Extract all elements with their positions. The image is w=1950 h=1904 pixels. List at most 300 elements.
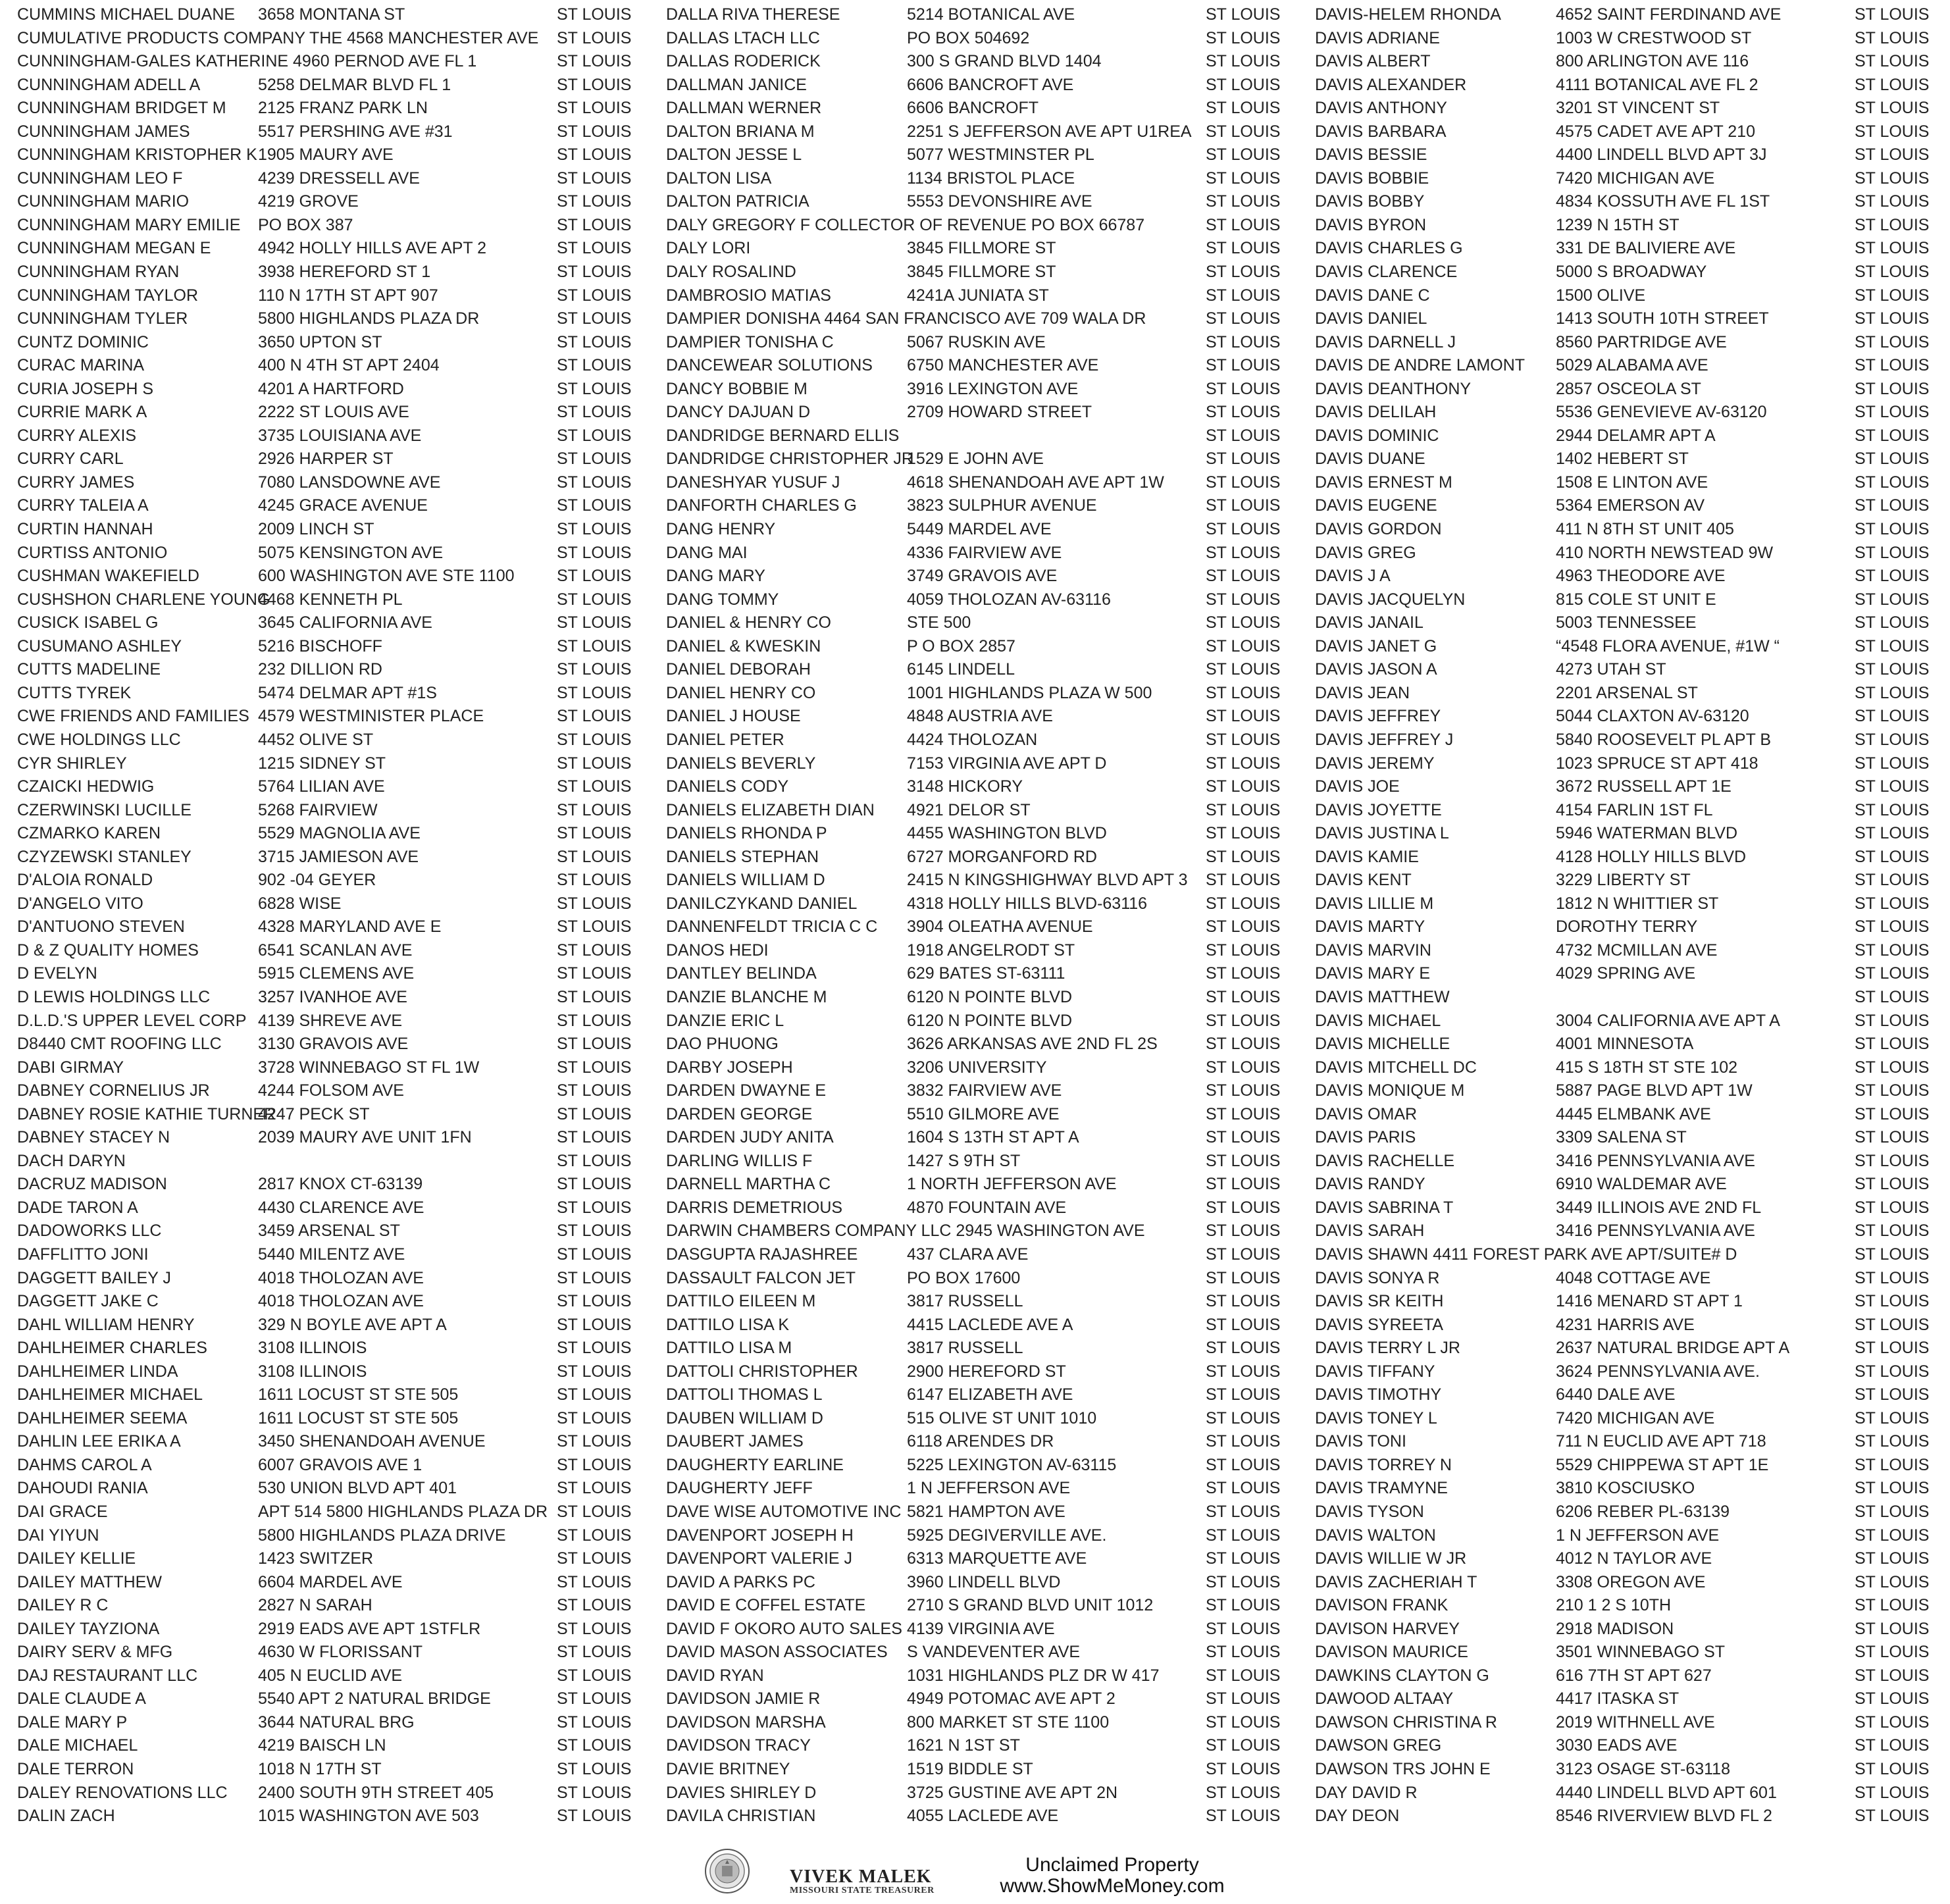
owner-city: ST LOUIS <box>1206 28 1281 47</box>
owner-address: 5044 CLAXTON AV-63120 <box>1556 707 1749 726</box>
owner-address: 3416 PENNSYLVANIA AVE <box>1556 1222 1755 1241</box>
owner-city: ST LOUIS <box>1855 450 1930 469</box>
owner-name: DAVIS LILLIE M <box>1315 894 1434 913</box>
owner-name: DALEY RENOVATIONS LLC <box>17 1783 228 1802</box>
owner-name: DALTON BRIANA M <box>666 122 815 141</box>
owner-city: ST LOUIS <box>1206 847 1281 866</box>
owner-name: DANIELS BEVERLY <box>666 754 816 773</box>
owner-city: ST LOUIS <box>557 894 632 913</box>
owner-name: DANIEL & HENRY CO <box>666 613 832 632</box>
owner-city: ST LOUIS <box>1855 777 1930 796</box>
owner-name: D.L.D.'S UPPER LEVEL CORP <box>17 1011 247 1030</box>
owner-address: 530 UNION BLVD APT 401 <box>258 1479 457 1498</box>
owner-address: 2637 NATURAL BRIDGE APT A <box>1556 1339 1790 1358</box>
owner-city: ST LOUIS <box>1206 1362 1281 1381</box>
owner-name: DAVIS BOBBY <box>1315 192 1425 211</box>
owner-name: DANIELS RHONDA P <box>666 824 827 843</box>
owner-city: ST LOUIS <box>1855 309 1930 328</box>
owner-name: CWE FRIENDS AND FAMILIES <box>17 707 249 726</box>
owner-address: 5214 BOTANICAL AVE <box>907 5 1075 24</box>
owner-name: DAVIS ALBERT <box>1315 52 1431 71</box>
owner-city: ST LOUIS <box>557 1292 632 1311</box>
owner-address: 1423 SWITZER <box>258 1549 374 1568</box>
owner-address: 3845 FILLMORE ST <box>907 239 1056 258</box>
owner-address: 6120 N POINTE BLVD <box>907 987 1073 1006</box>
owner-city: ST LOUIS <box>1206 1175 1281 1194</box>
owner-address: 4318 HOLLY HILLS BLVD-63116 <box>907 894 1148 913</box>
owner-name: DAVID MASON ASSOCIATES <box>666 1643 888 1662</box>
owner-name: DAVIE BRITNEY <box>666 1760 790 1779</box>
owner-address: 4949 POTOMAC AVE APT 2 <box>907 1689 1116 1709</box>
owner-address: 1427 S 9TH ST <box>907 1151 1021 1170</box>
owner-city: ST LOUIS <box>557 239 632 258</box>
owner-city: ST LOUIS <box>1855 520 1930 539</box>
owner-city: ST LOUIS <box>557 1151 632 1170</box>
owner-address: 6145 LINDELL <box>907 660 1015 679</box>
owner-name: DAVIS JOYETTE <box>1315 800 1442 819</box>
owner-name: D EVELYN <box>17 964 97 983</box>
owner-city: ST LOUIS <box>557 1362 632 1381</box>
owner-city: ST LOUIS <box>557 824 632 843</box>
owner-city: ST LOUIS <box>1206 99 1281 118</box>
owner-city: ST LOUIS <box>1206 1712 1281 1732</box>
owner-address: 3823 SULPHUR AVENUE <box>907 496 1097 515</box>
owner-name: DAVIS MARY E <box>1315 964 1431 983</box>
owner-address: 1031 HIGHLANDS PLZ DR W 417 <box>907 1666 1160 1685</box>
owner-name: DAVISON HARVEY <box>1315 1619 1460 1638</box>
owner-name: DAVIS DUANE <box>1315 450 1425 469</box>
owner-address: 1 N JEFFERSON AVE <box>907 1479 1071 1498</box>
owner-name: DAVIS ERNEST M <box>1315 473 1452 492</box>
owner-city: ST LOUIS <box>1855 1408 1930 1428</box>
owner-city: ST LOUIS <box>1206 1596 1281 1615</box>
owner-name: DAVIS MONIQUE M <box>1315 1081 1465 1100</box>
owner-name: DARRIS DEMETRIOUS <box>666 1198 843 1217</box>
owner-city: ST LOUIS <box>1855 590 1930 609</box>
owner-name: DALLAS RODERICK <box>666 52 821 71</box>
owner-city: ST LOUIS <box>557 1198 632 1217</box>
owner-city: ST LOUIS <box>1206 1572 1281 1591</box>
owner-city: ST LOUIS <box>1855 192 1930 211</box>
owner-city: ST LOUIS <box>557 1572 632 1591</box>
owner-address: 1 N JEFFERSON AVE <box>1556 1526 1720 1545</box>
owner-name: CURRIE MARK A <box>17 403 147 422</box>
owner-name: DABNEY ROSIE KATHIE TURNER <box>17 1104 276 1123</box>
owner-city: ST LOUIS <box>557 1175 632 1194</box>
owner-city: ST LOUIS <box>557 1408 632 1428</box>
owner-address: 3308 OREGON AVE <box>1556 1572 1706 1591</box>
owner-address: 5268 FAIRVIEW <box>258 800 378 819</box>
owner-name: CUNNINGHAM TYLER <box>17 309 188 328</box>
owner-city: ST LOUIS <box>1206 1292 1281 1311</box>
owner-address: 210 1 2 S 10TH <box>1556 1596 1672 1615</box>
owner-city: ST LOUIS <box>557 99 632 118</box>
owner-name: D LEWIS HOLDINGS LLC <box>17 987 211 1006</box>
owner-city: ST LOUIS <box>557 1503 632 1521</box>
owner-name: DATTILO LISA M <box>666 1339 792 1358</box>
owner-name: DAVIS PARIS <box>1315 1128 1416 1147</box>
owner-name: DAVIS DANE C <box>1315 286 1430 305</box>
owner-name: DAGGETT JAKE C <box>17 1292 159 1311</box>
owner-city: ST LOUIS <box>557 1666 632 1685</box>
owner-name: CWE HOLDINGS LLC <box>17 730 181 749</box>
owner-address: 3725 GUSTINE AVE APT 2N <box>907 1783 1118 1802</box>
owner-city: ST LOUIS <box>1206 1081 1281 1100</box>
owner-name: DAWSON TRS JOHN E <box>1315 1760 1491 1779</box>
owner-name: DAVIS JEREMY <box>1315 754 1435 773</box>
owner-name: DANG HENRY <box>666 520 776 539</box>
owner-name: DAILEY TAYZIONA <box>17 1619 160 1638</box>
owner-city: ST LOUIS <box>557 800 632 819</box>
owner-address: 902 -04 GEYER <box>258 871 376 890</box>
owner-city: ST LOUIS <box>1206 1432 1281 1451</box>
owner-address: 4055 LACLEDE AVE <box>907 1807 1059 1826</box>
owner-address: 3650 UPTON ST <box>258 332 382 351</box>
owner-city: ST LOUIS <box>557 1035 632 1054</box>
owner-name: DABI GIRMAY <box>17 1058 124 1077</box>
owner-address: 4652 SAINT FERDINAND AVE <box>1556 5 1782 24</box>
tagline: Unclaimed Property <box>1025 1854 1199 1876</box>
owner-city: ST LOUIS <box>1206 145 1281 165</box>
owner-address: 6118 ARENDES DR <box>907 1432 1054 1451</box>
owner-address: 5529 CHIPPEWA ST APT 1E <box>1556 1455 1769 1474</box>
owner-name: DALE CLAUDE A <box>17 1689 146 1709</box>
owner-city: ST LOUIS <box>1855 122 1930 141</box>
owner-address: 5440 MILENTZ AVE <box>258 1245 405 1264</box>
owner-city: ST LOUIS <box>557 660 632 679</box>
owner-city: ST LOUIS <box>1206 1035 1281 1054</box>
owner-name: DALLMAN JANICE <box>666 75 807 94</box>
owner-city: ST LOUIS <box>557 263 632 282</box>
owner-name: DAVIS JANET G <box>1315 636 1437 656</box>
owner-name: DAHLHEIMER LINDA <box>17 1362 178 1381</box>
owner-name: CUTTS TYREK <box>17 683 132 702</box>
owner-address: 437 CLARA AVE <box>907 1245 1029 1264</box>
owner-name: DALTON LISA <box>666 168 772 188</box>
owner-name: DAHLIN LEE ERIKA A <box>17 1432 181 1451</box>
owner-city: ST LOUIS <box>1206 122 1281 141</box>
owner-name: DAMPIER TONISHA C <box>666 332 834 351</box>
owner-address: 3658 MONTANA ST <box>258 5 405 24</box>
owner-name: DATTOLI THOMAS L <box>666 1385 823 1404</box>
owner-city: ST LOUIS <box>1855 707 1930 726</box>
owner-name: DAVID A PARKS PC <box>666 1572 815 1591</box>
owner-name: DAVIS TIFFANY <box>1315 1362 1435 1381</box>
owner-address: 2900 HEREFORD ST <box>907 1362 1066 1381</box>
owner-name: DAILEY KELLIE <box>17 1549 136 1568</box>
owner-name: DAVIS MARTY <box>1315 917 1425 937</box>
owner-address: 5077 WESTMINSTER PL <box>907 145 1094 165</box>
owner-address: 2415 N KINGSHIGHWAY BLVD APT 3 <box>907 871 1188 890</box>
owner-city: ST LOUIS <box>557 52 632 71</box>
owner-address: 4245 GRACE AVENUE <box>258 496 428 515</box>
owner-address: 2039 MAURY AVE UNIT 1FN <box>258 1128 472 1147</box>
owner-city: ST LOUIS <box>1206 964 1281 983</box>
owner-name: DAVIS TONI <box>1315 1432 1406 1451</box>
owner-address: 2009 LINCH ST <box>258 520 374 539</box>
owner-city: ST LOUIS <box>557 567 632 586</box>
owner-city: ST LOUIS <box>1206 52 1281 71</box>
owner-name: DAVIS SARAH <box>1315 1222 1425 1241</box>
owner-address: 1604 S 13TH ST APT A <box>907 1128 1079 1147</box>
owner-address: 3459 ARSENAL ST <box>258 1222 400 1241</box>
owner-address: 4059 THOLOZAN AV-63116 <box>907 590 1111 609</box>
owner-name: DAVIS SABRINA T <box>1315 1198 1454 1217</box>
owner-name: DATTOLI CHRISTOPHER <box>666 1362 858 1381</box>
owner-city: ST LOUIS <box>1206 543 1281 562</box>
owner-name: DARLING WILLIS F <box>666 1151 813 1170</box>
owner-address: 5946 WATERMAN BLVD <box>1556 824 1738 843</box>
owner-address: 1215 SIDNEY ST <box>258 754 386 773</box>
owner-city: ST LOUIS <box>1855 1503 1930 1521</box>
owner-name: DAVIS RACHELLE <box>1315 1151 1455 1170</box>
owner-address: 4219 GROVE <box>258 192 359 211</box>
owner-name: DALLMAN WERNER <box>666 99 822 118</box>
owner-address: 1015 WASHINGTON AVE 503 <box>258 1807 479 1826</box>
owner-address: 1812 N WHITTIER ST <box>1556 894 1719 913</box>
owner-address: 5474 DELMAR APT #1S <box>258 683 437 702</box>
owner-name: DAVIS ANTHONY <box>1315 99 1447 118</box>
owner-name: DANG MARY <box>666 567 765 586</box>
owner-address: 1500 OLIVE <box>1556 286 1646 305</box>
owner-city: ST LOUIS <box>557 403 632 422</box>
owner-address: 3004 CALIFORNIA AVE APT A <box>1556 1011 1780 1030</box>
owner-name: CUNNINGHAM TAYLOR <box>17 286 199 305</box>
owner-name: DAVIS TORREY N <box>1315 1455 1452 1474</box>
owner-address: 4231 HARRIS AVE <box>1556 1315 1695 1334</box>
owner-address: 4139 VIRGINIA AVE <box>907 1619 1055 1638</box>
owner-name: DADOWORKS LLC <box>17 1222 162 1241</box>
owner-city: ST LOUIS <box>557 1712 632 1732</box>
owner-city: ST LOUIS <box>1855 1643 1930 1662</box>
owner-address: 6750 MANCHESTER AVE <box>907 356 1099 375</box>
owner-city: ST LOUIS <box>1855 1058 1930 1077</box>
owner-name: DAILEY R C <box>17 1596 109 1615</box>
owner-name: DAVIS TRAMYNE <box>1315 1479 1448 1498</box>
owner-name: DANZIE ERIC L <box>666 1011 784 1030</box>
owner-address: 4018 THOLOZAN AVE <box>258 1292 424 1311</box>
owner-city: ST LOUIS <box>1206 590 1281 609</box>
owner-name: DAVIS SR KEITH <box>1315 1292 1444 1311</box>
owner-name: CZAICKI HEDWIG <box>17 777 155 796</box>
owner-name: CUSUMANO ASHLEY <box>17 636 182 656</box>
owner-address: 3728 WINNEBAGO ST FL 1W <box>258 1058 480 1077</box>
owner-name: D8440 CMT ROOFING LLC <box>17 1035 222 1054</box>
owner-city: ST LOUIS <box>1855 1760 1930 1779</box>
owner-name: DAVIS JEFFREY <box>1315 707 1441 726</box>
owner-address: 329 N BOYLE AVE APT A <box>258 1315 447 1334</box>
owner-address: 4273 UTAH ST <box>1556 660 1666 679</box>
owner-city: ST LOUIS <box>1206 1503 1281 1521</box>
owner-city: ST LOUIS <box>1206 332 1281 351</box>
owner-name: CURTIN HANNAH <box>17 520 153 539</box>
owner-name: DAHOUDI RANIA <box>17 1479 148 1498</box>
owner-city: ST LOUIS <box>1206 1339 1281 1358</box>
owner-name: DADE TARON A <box>17 1198 138 1217</box>
owner-name: CUMULATIVE PRODUCTS COMPANY THE 4568 MANCHESTER AVE <box>17 28 539 47</box>
owner-city: ST LOUIS <box>1855 286 1930 305</box>
owner-city: ST LOUIS <box>1855 1455 1930 1474</box>
owner-city: ST LOUIS <box>557 754 632 773</box>
owner-name: DAFFLITTO JONI <box>17 1245 149 1264</box>
owner-address: 4111 BOTANICAL AVE FL 2 <box>1556 75 1758 94</box>
owner-city: ST LOUIS <box>557 1058 632 1077</box>
owner-address: STE 500 <box>907 613 971 632</box>
owner-address: 4154 FARLIN 1ST FL <box>1556 800 1713 819</box>
owner-city: ST LOUIS <box>1206 356 1281 375</box>
owner-city: ST LOUIS <box>557 917 632 937</box>
owner-city: ST LOUIS <box>1855 1292 1930 1311</box>
owner-city: ST LOUIS <box>557 122 632 141</box>
owner-address: 3817 RUSSELL <box>907 1339 1023 1358</box>
owner-name: CURRY CARL <box>17 450 124 469</box>
owner-address: 4468 KENNETH PL <box>258 590 403 609</box>
owner-name: DAVIES SHIRLEY D <box>666 1783 817 1802</box>
owner-address: 800 MARKET ST STE 1100 <box>907 1712 1110 1732</box>
owner-city: ST LOUIS <box>1855 263 1930 282</box>
owner-address: 629 BATES ST-63111 <box>907 964 1065 983</box>
owner-address: 2926 HARPER ST <box>258 450 394 469</box>
owner-name: DAVIS KENT <box>1315 871 1412 890</box>
owner-name: DAVIS DARNELL J <box>1315 332 1456 351</box>
owner-address: 4018 THOLOZAN AVE <box>258 1268 424 1287</box>
owner-city: ST LOUIS <box>1855 426 1930 445</box>
owner-address: 3735 LOUISIANA AVE <box>258 426 422 445</box>
owner-name: D'ALOIA RONALD <box>17 871 153 890</box>
owner-name: DARWIN CHAMBERS COMPANY LLC 2945 WASHINGTON AVE <box>666 1222 1145 1241</box>
owner-city: ST LOUIS <box>557 75 632 94</box>
owner-name: CUNNINGHAM-GALES KATHERINE 4960 PERNOD AVE FL 1 <box>17 52 477 71</box>
owner-city: ST LOUIS <box>1206 1783 1281 1802</box>
owner-city: ST LOUIS <box>1855 1666 1930 1685</box>
owner-city: ST LOUIS <box>1206 309 1281 328</box>
owner-name: DAVIDSON TRACY <box>666 1736 811 1755</box>
owner-city: ST LOUIS <box>1855 1385 1930 1404</box>
owner-address: 6440 DALE AVE <box>1556 1385 1676 1404</box>
owner-name: DAVIS BESSIE <box>1315 145 1427 165</box>
website-link[interactable]: www.ShowMeMoney.com <box>1000 1875 1225 1897</box>
owner-name: DAVIS JUSTINA L <box>1315 824 1449 843</box>
owner-city: ST LOUIS <box>1206 1736 1281 1755</box>
owner-city: ST LOUIS <box>557 987 632 1006</box>
owner-address: 3201 ST VINCENT ST <box>1556 99 1720 118</box>
owner-city: ST LOUIS <box>1855 1175 1930 1194</box>
owner-address: 5764 LILIAN AVE <box>258 777 385 796</box>
owner-name: DAHLHEIMER MICHAEL <box>17 1385 203 1404</box>
owner-city: ST LOUIS <box>1855 403 1930 422</box>
footer <box>0 1848 1950 1904</box>
owner-address: 3832 FAIRVIEW AVE <box>907 1081 1062 1100</box>
owner-name: DAVIS JANAIL <box>1315 613 1424 632</box>
owner-address: 2857 OSCEOLA ST <box>1556 379 1701 398</box>
owner-city: ST LOUIS <box>1206 1807 1281 1826</box>
owner-city: ST LOUIS <box>557 871 632 890</box>
owner-city: ST LOUIS <box>557 543 632 562</box>
owner-name: DAVIS CHARLES G <box>1315 239 1463 258</box>
owner-city: ST LOUIS <box>557 309 632 328</box>
owner-name: DATTILO EILEEN M <box>666 1292 816 1311</box>
owner-address: 6910 WALDEMAR AVE <box>1556 1175 1727 1194</box>
owner-address: 4400 LINDELL BLVD APT 3J <box>1556 145 1767 165</box>
owner-city: ST LOUIS <box>1206 1151 1281 1170</box>
owner-city: ST LOUIS <box>1855 1479 1930 1498</box>
owner-name: DANIEL PETER <box>666 730 784 749</box>
owner-city: ST LOUIS <box>1206 707 1281 726</box>
owner-name: DACRUZ MADISON <box>17 1175 167 1194</box>
owner-address: 4630 W FLORISSANT <box>258 1643 423 1662</box>
owner-name: DAVIS JEAN <box>1315 683 1410 702</box>
owner-city: ST LOUIS <box>1855 800 1930 819</box>
owner-address: 1239 N 15TH ST <box>1556 215 1680 234</box>
owner-city: ST LOUIS <box>1855 940 1930 960</box>
owner-address: 5449 MARDEL AVE <box>907 520 1052 539</box>
owner-name: CUNNINGHAM MEGAN E <box>17 239 211 258</box>
owner-city: ST LOUIS <box>1855 239 1930 258</box>
owner-city: ST LOUIS <box>1206 940 1281 960</box>
owner-city: ST LOUIS <box>557 1783 632 1802</box>
owner-address: 3845 FILLMORE ST <box>907 263 1056 282</box>
owner-city: ST LOUIS <box>1206 520 1281 539</box>
owner-name: DAIRY SERV & MFG <box>17 1643 173 1662</box>
owner-name: DALY LORI <box>666 239 751 258</box>
owner-address: 5540 APT 2 NATURAL BRIDGE <box>258 1689 491 1709</box>
tagline-block <box>987 1855 1237 1897</box>
owner-name: DAVIS CLARENCE <box>1315 263 1458 282</box>
owner-address: 1416 MENARD ST APT 1 <box>1556 1292 1743 1311</box>
owner-address: 4128 HOLLY HILLS BLVD <box>1556 847 1747 866</box>
owner-city: ST LOUIS <box>1206 192 1281 211</box>
owner-address: 4219 BAISCH LN <box>258 1736 386 1755</box>
owner-address: 4455 WASHINGTON BLVD <box>907 824 1107 843</box>
owner-address: 4241A JUNIATA ST <box>907 286 1049 305</box>
owner-city: ST LOUIS <box>1855 894 1930 913</box>
owner-address: 4963 THEODORE AVE <box>1556 567 1726 586</box>
owner-address: 2222 ST LOUIS AVE <box>258 403 409 422</box>
owner-name: DAUBERT JAMES <box>666 1432 804 1451</box>
owner-name: DANIELS WILLIAM D <box>666 871 825 890</box>
owner-address: 4579 WESTMINISTER PLACE <box>258 707 484 726</box>
owner-address: 4201 A HARTFORD <box>258 379 404 398</box>
owner-name: DAVIS DOMINIC <box>1315 426 1439 445</box>
owner-name: CUNNINGHAM MARIO <box>17 192 190 211</box>
owner-name: DANCEWEAR SOLUTIONS <box>666 356 873 375</box>
owner-name: DAVIS ALEXANDER <box>1315 75 1467 94</box>
owner-address: 1001 HIGHLANDS PLAZA W 500 <box>907 683 1152 702</box>
owner-city: ST LOUIS <box>1855 75 1930 94</box>
owner-city: ST LOUIS <box>557 1385 632 1404</box>
owner-address: 1918 ANGELRODT ST <box>907 940 1075 960</box>
owner-city: ST LOUIS <box>1855 683 1930 702</box>
owner-name: DAHLHEIMER SEEMA <box>17 1408 188 1428</box>
owner-name: DAO PHUONG <box>666 1035 779 1054</box>
owner-city: ST LOUIS <box>1206 1268 1281 1287</box>
owner-name: DAVIDSON JAMIE R <box>666 1689 821 1709</box>
owner-city: ST LOUIS <box>557 847 632 866</box>
owner-name: DABNEY STACEY N <box>17 1128 170 1147</box>
owner-address: 6541 SCANLAN AVE <box>258 940 413 960</box>
owner-city: ST LOUIS <box>1855 1104 1930 1123</box>
owner-name: DACH DARYN <box>17 1151 126 1170</box>
owner-name: DAHL WILLIAM HENRY <box>17 1315 195 1334</box>
treasurer-name: VIVEK MALEK <box>790 1866 932 1887</box>
owner-city: ST LOUIS <box>1206 239 1281 258</box>
owner-address: 2125 FRANZ PARK LN <box>258 99 428 118</box>
owner-name: DAVIS GREG <box>1315 543 1416 562</box>
owner-name: DAVIS DE ANDRE LAMONT <box>1315 356 1526 375</box>
owner-city: ST LOUIS <box>1855 332 1930 351</box>
owner-city: ST LOUIS <box>1855 1081 1930 1100</box>
owner-address: 5216 BISCHOFF <box>258 636 382 656</box>
